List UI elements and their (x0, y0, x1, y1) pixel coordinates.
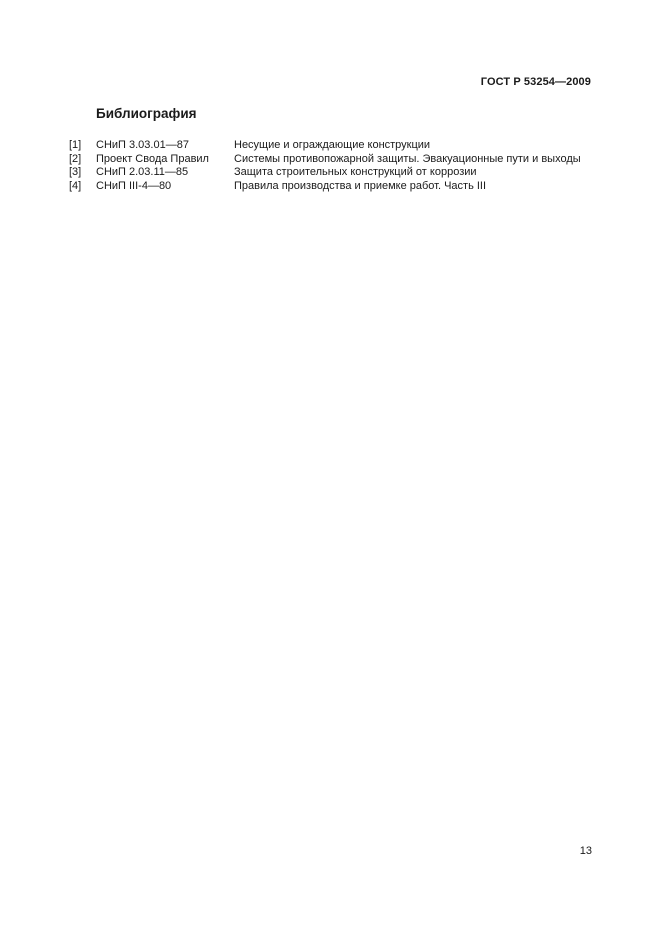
entry-title: Правила производства и приемке работ. Часть III (234, 179, 487, 192)
entry-title: Защита строительных конструкций от коррозии (234, 166, 477, 179)
page-number: 13 (579, 845, 592, 857)
entry-title: Системы противопожарной защиты. Эвакуационные пути и выходы (234, 152, 581, 165)
entry-code: СНиП 3.03.01—87 (96, 139, 189, 151)
entry-code: СНиП 2.03.11—85 (96, 166, 189, 179)
bibliography-heading: Библиография (96, 106, 197, 121)
entry-number: [2] (69, 152, 82, 165)
entry-number: [4] (69, 179, 82, 192)
entry-title: Несущие и ограждающие конструкции (234, 139, 431, 151)
entry-number: [1] (69, 139, 82, 151)
document-code: ГОСТ Р 53254—2009 (480, 76, 591, 88)
entry-code: СНиП III-4—80 (96, 179, 172, 192)
entry-code: Проект Свода Правил (96, 152, 209, 165)
entry-number: [3] (69, 166, 82, 179)
